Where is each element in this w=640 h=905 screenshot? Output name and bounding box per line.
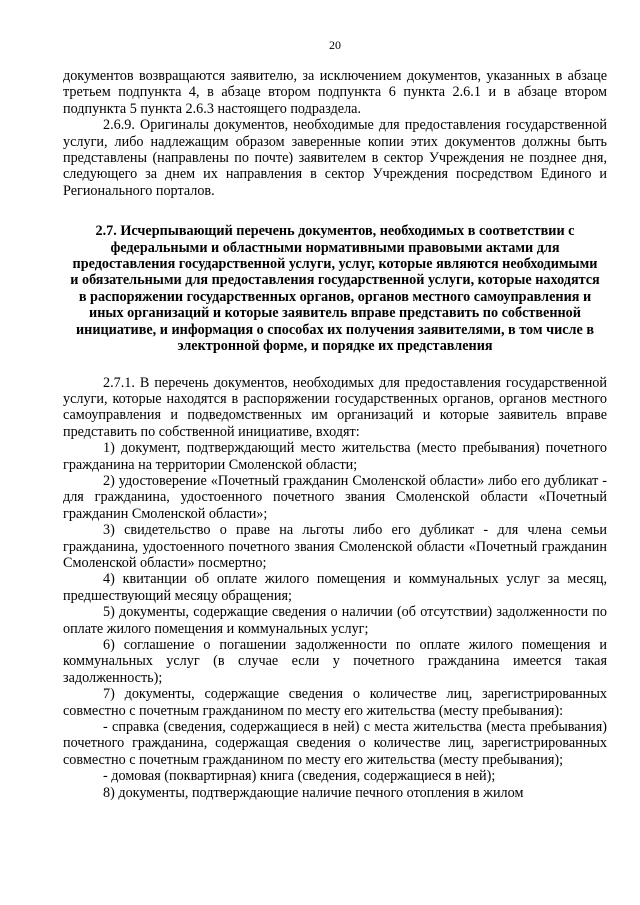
- page-number: 20: [329, 38, 341, 52]
- paragraph-continuation: документов возвращаются заявителю, за исключением документов, указанных в абзаце третьем подпункта 4, в абзаце втором подпункта 6 пункта 2.6.1 и в абзаце втором подпункта 5 пункта 2.6.3 настоящего подраздела.: [63, 68, 607, 117]
- list-subitem-house-book: - домовая (поквартирная) книга (сведения, содержащиеся в ней);: [103, 768, 496, 785]
- section-heading-2-7: 2.7. Исчерпывающий перечень документов, необходимых в соответствии с федеральными и областными нормативными правовыми актами для предоставления государственной услуги, услуг, которые являются необходимыми и обязательными для предоставления государственной услуги, которые находятся в распоряжении государственных органов, органов местного самоуправления и иных организаций и которые заявитель вправе представить по собственной инициативе, и информация о способах их получения заявителями, в том числе в электронной форме, и порядке их представления: [70, 223, 600, 355]
- list-item-4: 4) квитанции об оплате жилого помещения и коммунальных услуг за месяц, предшествующий месяцу обращения;: [63, 571, 607, 604]
- list-subitem-certificate: - справка (сведения, содержащиеся в ней) с места жительства (места пребывания) почетного гражданина, содержащая сведения о количестве лиц, зарегистрированных совместно с почетным гражданином по месту его жительства (месту пребывания);: [63, 719, 607, 768]
- paragraph-2-6-9: 2.6.9. Оригиналы документов, необходимые для предоставления государственной услуги, либо надлежащим образом заверенные копии этих документов должны быть представлены (направлены по почте) заявителем в сектор Учреждения не позднее дня, следующего за днем их направления в сектор Учреждения посредством Единого и Регионального порталов.: [63, 117, 607, 199]
- list-item-6: 6) соглашение о погашении задолженности по оплате жилого помещения и коммунальных услуг (в случае если у почетного гражданина имеется такая задолженность);: [63, 637, 607, 686]
- list-item-5: 5) документы, содержащие сведения о наличии (об отсутствии) задолженности по оплате жилого помещения и коммунальных услуг;: [63, 604, 607, 637]
- list-item-7: 7) документы, содержащие сведения о количестве лиц, зарегистрированных совместно с почетным гражданином по месту его жительства (месту пребывания):: [63, 686, 607, 719]
- document-page: [63, 38, 607, 801]
- list-item-1: 1) документ, подтверждающий место жительства (место пребывания) почетного гражданина на территории Смоленской области;: [63, 440, 607, 473]
- list-item-8: 8) документы, подтверждающие наличие печного отопления в жилом: [103, 784, 524, 801]
- list-item-2: 2) удостоверение «Почетный гражданин Смоленской области» либо его дубликат - для гражданина, удостоенного почетного звания Смоленской области «Почетный гражданин Смоленской области»;: [63, 472, 607, 522]
- list-item-3: 3) свидетельство о праве на льготы либо его дубликат - для члена семьи гражданина, удостоенного почетного звания Смоленской области «Почетный гражданин Смоленской области» посмертно;: [63, 522, 607, 571]
- paragraph-2-7-1: 2.7.1. В перечень документов, необходимых для предоставления государственной услуги, которые находятся в распоряжении государственных органов, органов местного самоуправления и подведомственных им организаций и которые заявитель вправе представить по собственной инициативе, входят:: [63, 374, 607, 440]
